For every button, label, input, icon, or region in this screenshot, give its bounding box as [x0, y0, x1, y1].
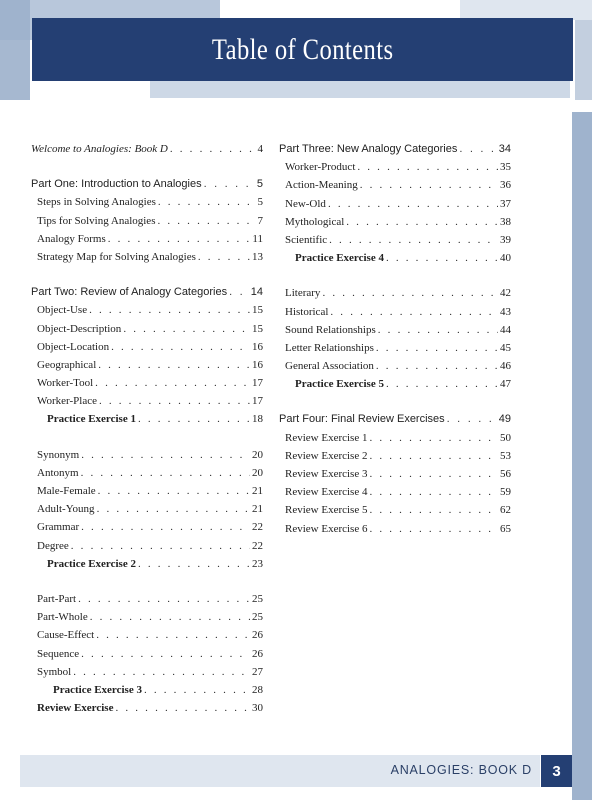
toc-entry-label: Scientific: [285, 233, 328, 246]
toc-entry-page: 25: [252, 592, 263, 605]
toc-leader-dots: [328, 195, 498, 213]
toc-entry-page: 46: [500, 360, 511, 373]
toc-entry-label: Literary: [285, 287, 321, 300]
toc-entry[interactable]: [31, 283, 263, 301]
toc-entry-label: Review Exercise 2: [285, 449, 368, 462]
toc-entry-label: Review Exercise 6: [285, 522, 368, 535]
toc-leader-dots: [138, 555, 250, 573]
toc-gap: [31, 158, 263, 175]
toc-entry-label: Review Exercise: [37, 702, 114, 715]
toc-entry-label: Action-Meaning: [285, 179, 358, 192]
header-deco-block: [460, 0, 592, 20]
toc-entry[interactable]: [279, 465, 511, 483]
toc-entry-label: Steps in Solving Analogies: [37, 196, 156, 209]
toc-entry[interactable]: [31, 590, 263, 608]
toc-entry-page: 62: [500, 504, 511, 517]
toc-entry-page: 39: [500, 233, 511, 246]
toc-entry[interactable]: [279, 249, 511, 267]
toc-leader-dots: [329, 231, 498, 249]
toc-leader-dots: [198, 248, 250, 266]
toc-entry[interactable]: [31, 392, 263, 410]
toc-leader-dots: [360, 176, 498, 194]
toc-leader-dots: [229, 283, 249, 301]
toc-entry[interactable]: [279, 176, 511, 194]
toc-entry-page: 45: [500, 341, 511, 354]
toc-entry-page: 11: [252, 232, 263, 245]
toc-leader-dots: [97, 500, 250, 518]
toc-entry-label: Practice Exercise 3: [53, 683, 142, 696]
toc-entry[interactable]: [31, 212, 263, 230]
toc-entry[interactable]: [31, 356, 263, 374]
toc-leader-dots: [81, 518, 250, 536]
header-deco-block: [575, 20, 592, 100]
toc-leader-dots: [98, 482, 250, 500]
toc-entry-label: Part-Whole: [37, 611, 88, 624]
toc-entry-page: 65: [500, 522, 511, 535]
toc-entry-page: 15: [252, 304, 263, 317]
toc-leader-dots: [386, 375, 498, 393]
toc-entry-label: Object-Location: [37, 340, 110, 353]
toc-entry[interactable]: [31, 626, 263, 644]
toc-entry-page: 14: [250, 286, 263, 299]
toc-entry-page: 21: [252, 503, 263, 516]
toc-entry-page: 43: [500, 305, 511, 318]
toc-leader-dots: [204, 175, 255, 193]
toc-gap: [279, 393, 511, 410]
toc-entry-label: Letter Relationships: [285, 341, 374, 354]
toc-entry-label: Sequence: [37, 647, 80, 660]
toc-entry[interactable]: [279, 429, 511, 447]
toc-leader-dots: [96, 626, 250, 644]
side-strip: [572, 112, 592, 800]
toc-leader-dots: [138, 410, 250, 428]
toc-entry-page: 21: [252, 485, 263, 497]
toc-leader-dots: [81, 446, 250, 464]
toc-entry[interactable]: [31, 446, 263, 464]
toc-entry[interactable]: [31, 699, 263, 717]
toc-entry-page: 25: [252, 611, 263, 624]
toc-leader-dots: [447, 410, 497, 428]
toc-entry[interactable]: [279, 213, 511, 231]
toc-entry-page: 23: [252, 557, 263, 570]
toc-entry-page: 28: [252, 683, 263, 696]
toc-entry[interactable]: [279, 520, 511, 538]
toc-entry-page: 36: [500, 179, 511, 192]
toc-entry[interactable]: [31, 482, 263, 500]
toc-entry-label: Synonym: [37, 448, 80, 461]
toc-entry-label: Part-Part: [37, 592, 77, 605]
toc-entry-page: 26: [252, 647, 263, 660]
toc-entry-label: Part Two: Review of Analogy Categories: [31, 286, 228, 299]
toc-leader-dots: [111, 338, 250, 356]
toc-leader-dots: [123, 320, 250, 338]
toc-entry-label: Object-Use: [37, 304, 88, 317]
toc-entry[interactable]: [279, 339, 511, 357]
toc-entry-label: New-Old: [285, 197, 326, 210]
toc-entry-page: 16: [252, 358, 263, 371]
toc-entry-page: 40: [500, 252, 511, 265]
toc-leader-dots: [386, 249, 498, 267]
toc-leader-dots: [99, 392, 250, 410]
toc-entry-label: Cause-Effect: [37, 629, 95, 642]
toc-entry-page: 42: [500, 287, 511, 300]
toc-entry-page: 16: [252, 340, 263, 353]
toc-entry-page: 5: [256, 178, 263, 191]
toc-entry-page: 35: [500, 161, 511, 174]
toc-entry-page: 59: [500, 486, 511, 499]
toc-leader-dots: [369, 483, 498, 501]
toc-leader-dots: [376, 339, 498, 357]
toc-leader-dots: [369, 465, 498, 483]
toc-entry-page: 44: [500, 323, 511, 336]
toc-entry-label: Geographical: [37, 358, 97, 371]
toc-entry[interactable]: [31, 374, 263, 392]
toc-entry-page: 34: [498, 143, 511, 155]
toc-entry-label: Symbol: [37, 665, 72, 678]
toc-entry[interactable]: [31, 301, 263, 319]
toc-entry-page: 22: [252, 521, 263, 534]
toc-entry-page: 27: [252, 665, 263, 678]
toc-entry[interactable]: [279, 303, 511, 321]
toc-entry[interactable]: [31, 500, 263, 518]
toc-entry-page: 49: [498, 413, 511, 426]
toc-entry[interactable]: [279, 410, 511, 428]
toc-entry[interactable]: [279, 483, 511, 501]
toc-left-column: [31, 140, 263, 717]
toc-leader-dots: [357, 158, 498, 176]
toc-leader-dots: [322, 284, 498, 302]
toc-leader-dots: [378, 321, 498, 339]
toc-leader-dots: [376, 357, 498, 375]
toc-entry[interactable]: [279, 357, 511, 375]
title-banner: [32, 18, 573, 81]
toc-leader-dots: [71, 537, 250, 555]
toc-leader-dots: [108, 230, 251, 248]
toc-leader-dots: [81, 464, 250, 482]
toc-leader-dots: [346, 213, 498, 231]
toc-entry-page: 18: [252, 413, 263, 426]
toc-entry-label: Review Exercise 1: [285, 431, 368, 444]
toc-entry-page: 26: [252, 629, 263, 642]
header-deco-block: [150, 80, 570, 98]
toc-leader-dots: [369, 501, 498, 519]
toc-entry-label: Male-Female: [37, 485, 96, 497]
header-deco-block: [0, 40, 30, 100]
toc-entry[interactable]: [31, 681, 263, 699]
toc-entry-label: Review Exercise 4: [285, 486, 368, 499]
toc-entry[interactable]: [31, 608, 263, 626]
toc-entry-page: 5: [257, 196, 263, 209]
toc-entry-page: 37: [500, 197, 511, 210]
toc-leader-dots: [78, 590, 250, 608]
toc-leader-dots: [157, 212, 255, 230]
toc-entry-page: 53: [500, 449, 511, 462]
toc-entry-page: 56: [500, 468, 511, 480]
toc-entry[interactable]: [279, 231, 511, 249]
toc-entry[interactable]: [31, 320, 263, 338]
toc-entry-label: Mythological: [285, 215, 345, 228]
toc-entry[interactable]: [279, 284, 511, 302]
toc-entry[interactable]: [279, 321, 511, 339]
toc-gap: [279, 267, 511, 284]
toc-leader-dots: [81, 645, 250, 663]
toc-gap: [31, 266, 263, 283]
toc-leader-dots: [170, 140, 256, 158]
toc-entry-label: Part Three: New Analogy Categories: [279, 143, 458, 155]
toc-entry-page: 50: [500, 431, 511, 444]
toc-entry[interactable]: [31, 518, 263, 536]
toc-entry-label: Review Exercise 3: [285, 468, 368, 480]
toc-entry-label: Historical: [285, 305, 329, 318]
toc-entry-label: Worker-Place: [37, 395, 97, 408]
toc-entry-page: 17: [252, 377, 263, 390]
toc-entry-label: Antonym: [37, 466, 79, 479]
toc-entry-page: 47: [500, 378, 511, 391]
page-title: Table of Contents: [211, 32, 394, 66]
toc-entry[interactable]: [279, 447, 511, 465]
footer-book-title: ANALOGIES: BOOK D: [390, 763, 532, 777]
toc-entry-label: Practice Exercise 5: [295, 378, 384, 391]
toc-leader-dots: [89, 301, 250, 319]
toc-entry-page: 4: [257, 143, 263, 155]
toc-entry-label: Tips for Solving Analogies: [37, 214, 156, 227]
header-deco-block: [0, 0, 30, 40]
toc-entry-label: Part Four: Final Review Exercises: [279, 413, 445, 426]
toc-entry[interactable]: [31, 248, 263, 266]
toc-entry-label: Degree: [37, 539, 69, 552]
toc-leader-dots: [95, 374, 250, 392]
toc-entry-label: Part One: Introduction to Analogies: [31, 178, 202, 191]
toc-entry-label: Object-Description: [37, 322, 122, 335]
toc-leader-dots: [369, 520, 498, 538]
toc-entry-label: Welcome to Analogies: Book D: [31, 143, 168, 155]
toc-entry-page: 13: [252, 250, 263, 263]
toc-entry-label: Adult-Young: [37, 503, 95, 516]
toc-leader-dots: [330, 303, 498, 321]
toc-gap: [31, 429, 263, 446]
toc-leader-dots: [90, 608, 250, 626]
toc-entry-label: Strategy Map for Solving Analogies: [37, 250, 196, 263]
toc-right-column: [279, 140, 511, 538]
toc-entry[interactable]: [31, 140, 263, 158]
toc-leader-dots: [115, 699, 250, 717]
toc-entry-label: General Association: [285, 360, 374, 373]
toc-entry-label: Analogy Forms: [37, 232, 106, 245]
page-number: 3: [541, 755, 572, 787]
toc-entry[interactable]: [31, 230, 263, 248]
toc-entry-page: 7: [257, 214, 263, 227]
toc-entry[interactable]: [31, 537, 263, 555]
toc-entry[interactable]: [31, 645, 263, 663]
toc-entry[interactable]: [31, 338, 263, 356]
toc-entry[interactable]: [31, 175, 263, 193]
toc-entry[interactable]: [31, 464, 263, 482]
toc-entry-page: 17: [252, 395, 263, 408]
toc-entry[interactable]: [279, 375, 511, 393]
toc-leader-dots: [144, 681, 250, 699]
toc-entry[interactable]: [31, 555, 263, 573]
toc-entry-label: Worker-Product: [285, 161, 356, 174]
toc-leader-dots: [158, 193, 256, 211]
toc-entry-label: Grammar: [37, 521, 80, 534]
toc-entry-page: 20: [252, 466, 263, 479]
toc-leader-dots: [98, 356, 250, 374]
toc-entry-page: 20: [252, 448, 263, 461]
toc-entry-page: 30: [252, 702, 263, 715]
toc-entry[interactable]: [31, 663, 263, 681]
toc-entry[interactable]: [279, 140, 511, 158]
toc-entry[interactable]: [279, 158, 511, 176]
toc-entry[interactable]: [31, 193, 263, 211]
toc-leader-dots: [73, 663, 250, 681]
toc-entry-page: 15: [252, 322, 263, 335]
toc-leader-dots: [459, 140, 496, 158]
toc-entry-label: Practice Exercise 1: [47, 413, 136, 426]
toc-entry-page: 38: [500, 215, 511, 228]
toc-entry-label: Sound Relationships: [285, 323, 376, 336]
toc-entry-label: Review Exercise 5: [285, 504, 368, 517]
toc-entry-label: Practice Exercise 2: [47, 557, 136, 570]
toc-leader-dots: [369, 447, 498, 465]
toc-entry[interactable]: [31, 410, 263, 428]
toc-leader-dots: [369, 429, 498, 447]
toc-gap: [31, 573, 263, 590]
toc-entry-page: 22: [252, 539, 263, 552]
toc-entry-label: Worker-Tool: [37, 377, 94, 390]
toc-entry[interactable]: [279, 501, 511, 519]
toc-entry[interactable]: [279, 195, 511, 213]
toc-entry-label: Practice Exercise 4: [295, 252, 384, 265]
